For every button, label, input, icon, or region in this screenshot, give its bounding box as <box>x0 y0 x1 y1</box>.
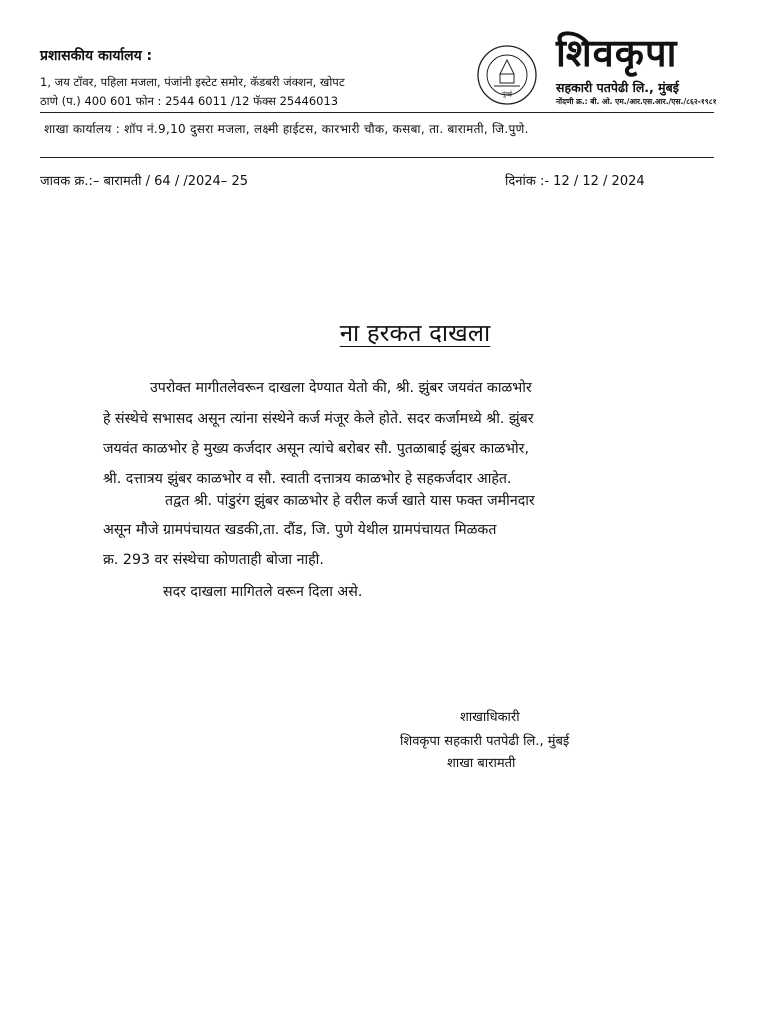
address-line-1: 1, जय टॉवर, पहिला मजला, पंजांनी इस्टेट समोर, कॅडबरी जंक्शन, खोपट <box>40 75 345 89</box>
body-line-3: जयवंत काळभोर हे मुख्य कर्जदार असून त्यांचे बरोबर सौ. पुतळाबाई झुंबर काळभोर, <box>103 441 529 457</box>
seal-city: मुंबई <box>502 91 512 98</box>
signatory-branch: शाखा बारामती <box>447 756 516 771</box>
body-line-7: क्र. 293 वर संस्थेचा कोणताही बोजा नाही. <box>103 552 324 568</box>
brand-registration: नोंदणी क्र.: बी. ओ. एम./आर.एस.आर./एस./८६२-१९८१ <box>556 97 717 106</box>
branch-office-address: शाखा कार्यालय : शॉप नं.9,10 दुसरा मजला, लक्ष्मी हाईटस, कारभारी चौक, कसबा, ता. बारामती, जि.पुणे. <box>44 122 529 136</box>
body-line-2: हे संस्थेचे सभासद असून त्यांना संस्थेने कर्ज मंजूर केले होते. सदर कर्जामध्ये श्री. झुंबर <box>103 411 534 427</box>
header-divider-bottom <box>40 157 714 158</box>
document-heading: ना हरकत दाखला <box>339 319 491 347</box>
signatory-organisation: शिवकृपा सहकारी पतपेढी लि., मुंबई <box>400 734 570 749</box>
brand-subtitle: सहकारी पतपेढी लि., मुंबई <box>556 80 679 95</box>
society-seal-logo <box>476 44 538 106</box>
address-line-2: ठाणे (प.) 400 601 फोन : 2544 6011 /12 फॅक्स 25446013 <box>40 94 339 108</box>
body-line-5: तद्वत श्री. पांडुरंग झुंबर काळभोर हे वरील कर्ज खाते यास फक्त जमीनदार <box>165 493 535 509</box>
header-divider-top <box>40 112 714 113</box>
body-line-1: उपरोक्त मागीतलेवरून दाखला देण्यात येतो की, श्री. झुंबर जयवंत काळभोर <box>150 380 532 396</box>
body-line-4: श्री. दत्तात्रय झुंबर काळभोर व सौ. स्वाती दत्तात्रय काळभोर हे सहकर्जदार आहेत. <box>103 471 512 487</box>
office-title: प्रशासकीय कार्यालय : <box>40 48 153 64</box>
letter-date: दिनांक :- 12 / 12 / 2024 <box>505 174 645 189</box>
brand-name: शिवकृपा <box>556 31 678 75</box>
outward-number: जावक क्र.:– बारामती / 64 / /2024– 25 <box>40 174 248 189</box>
body-line-6: असून मौजे ग्रामपंचायत खडकी,ता. दौंड, जि. पुणे येथील ग्रामपंचायत मिळकत <box>103 522 497 538</box>
body-line-8: सदर दाखला मागितले वरून दिला असे. <box>163 584 363 600</box>
signatory-designation: शाखाधिकारी <box>460 710 520 725</box>
